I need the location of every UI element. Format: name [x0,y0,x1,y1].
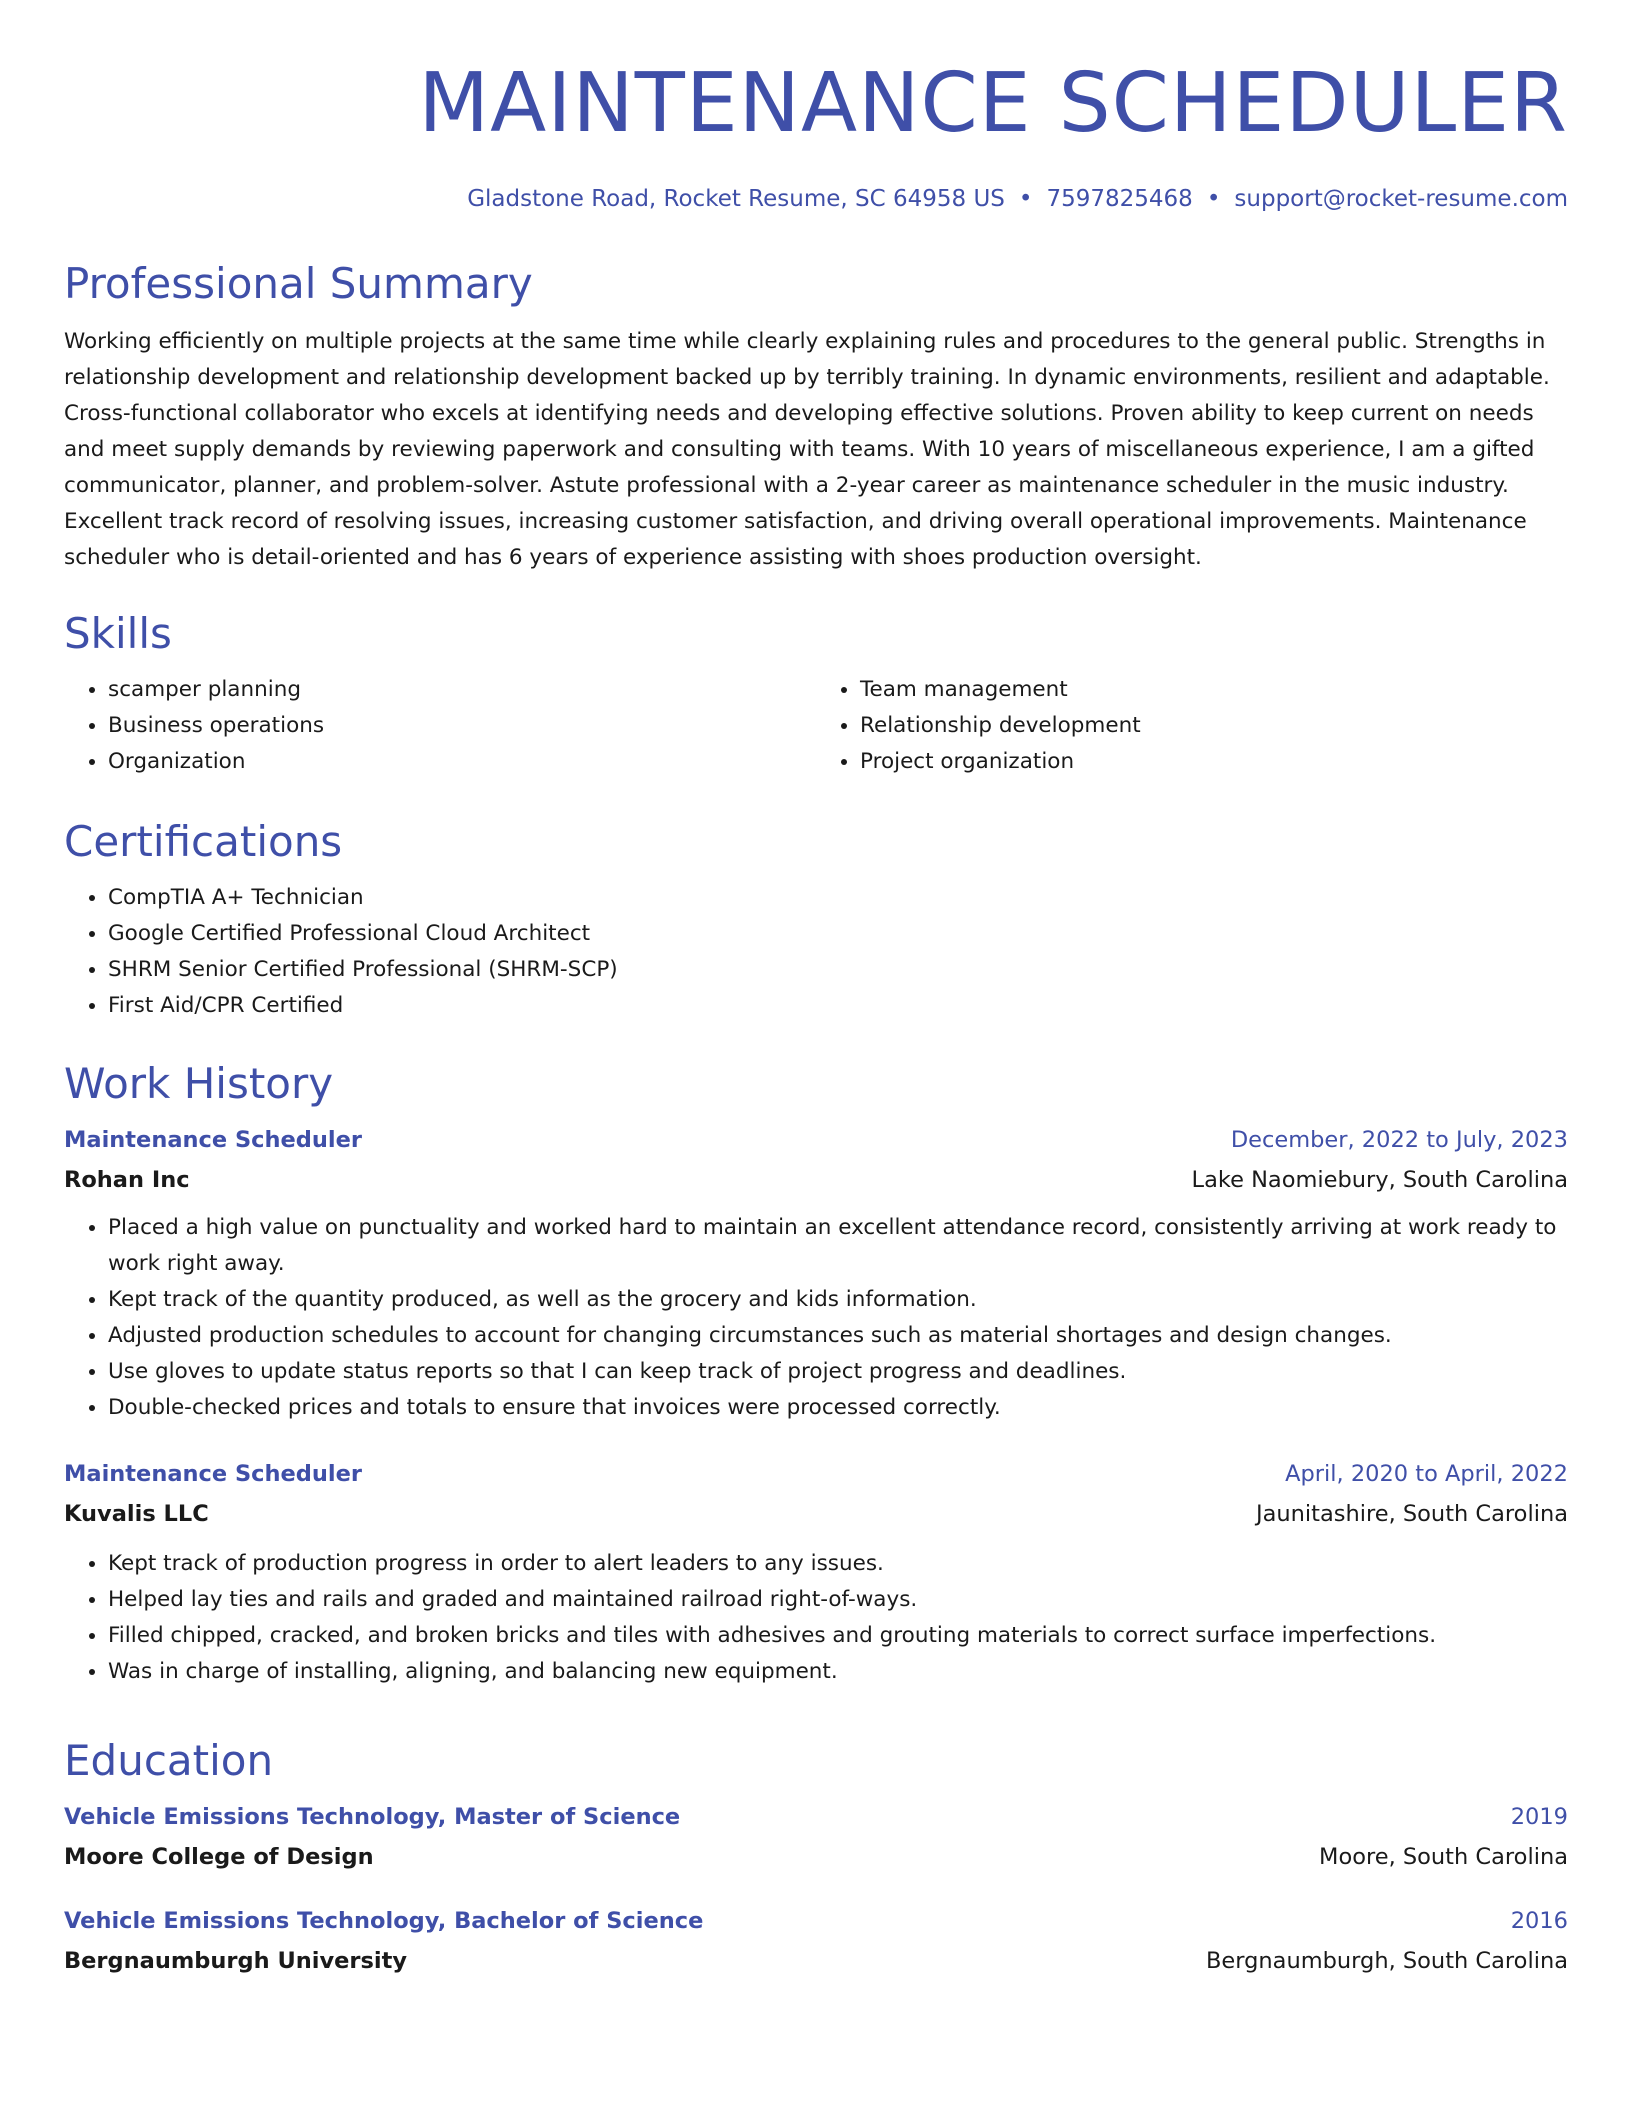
job-bullet: • Use gloves to update status reports so that I can keep track of project progress and deadlines. [108,1354,1568,1390]
job-bullet: • Double-checked prices and totals to ensure that invoices were processed correctly. [108,1390,1568,1426]
job-dates: April, 2020 to April, 2022 [1285,1461,1568,1487]
job-bullet: • Filled chipped, cracked, and broken bricks and tiles with adhesives and grouting materials to correct surface imperfections. [108,1618,1568,1654]
education-entry [64,1903,1568,1979]
certifications-list [64,880,1568,1024]
job-title-row [64,1122,1568,1158]
work-section [64,1058,1568,1690]
education-year: 2016 [1510,1908,1568,1934]
certification-item: • Google Certified Professional Cloud Architect [108,916,1568,952]
education-degree: Vehicle Emissions Technology, Bachelor of Science [64,1908,704,1934]
contact-separator: • [1018,186,1033,212]
contact-email: support@rocket-resume.com [1234,186,1568,212]
contact-address: Gladstone Road, Rocket Resume, SC 64958 US [467,186,1005,212]
education-section [64,1735,1568,1979]
education-degree-row [64,1799,1568,1835]
job-company-row [64,1496,1568,1532]
job-role: Maintenance Scheduler [64,1127,362,1153]
contact-line [64,184,1568,214]
summary-section [64,258,1568,576]
job-location: Lake Naomiebury, South Carolina [1191,1167,1568,1193]
job-bullet: • Adjusted production schedules to account for changing circumstances such as material shortages and design changes. [108,1318,1568,1354]
education-heading: Education [64,1736,274,1785]
education-entry [64,1799,1568,1875]
education-school-row [64,1943,1568,1979]
education-year: 2019 [1510,1804,1568,1830]
certification-item: • First Aid/CPR Certified [108,988,1568,1024]
education-location: Moore, South Carolina [1319,1844,1568,1870]
certification-item: • CompTIA A+ Technician [108,880,1568,916]
education-school-row [64,1839,1568,1875]
contact-separator: • [1206,186,1221,212]
skills-right-list [816,672,1568,780]
job-bullet: • Placed a high value on punctuality and worked hard to maintain an excellent attendance record, consistently arriving at work ready to work right away. [108,1210,1568,1282]
job-bullet: • Was in charge of installing, aligning, and balancing new equipment. [108,1654,1568,1690]
skill-item: • Business operations [108,708,816,744]
job-company: Rohan Inc [64,1167,190,1193]
skill-item: • scamper planning [108,672,816,708]
job-dates: December, 2022 to July, 2023 [1230,1127,1568,1153]
job-bullet: • Helped lay ties and rails and graded and maintained railroad right-of-ways. [108,1582,1568,1618]
education-degree: Vehicle Emissions Technology, Master of Science [64,1804,681,1830]
job-entry [64,1122,1568,1426]
skill-item: • Relationship development [860,708,1568,744]
certifications-section [64,816,1568,1024]
job-bullet: • Kept track of the quantity produced, as well as the grocery and kids information. [108,1282,1568,1318]
job-title-row [64,1456,1568,1492]
skill-item: • Organization [108,744,816,780]
skills-columns [64,672,1568,780]
job-company: Kuvalis LLC [64,1501,209,1527]
education-degree-row [64,1903,1568,1939]
job-bullets [64,1210,1568,1426]
education-school: Bergnaumburgh University [64,1948,408,1974]
skills-left-list [64,672,816,780]
summary-text: Working efficiently on multiple projects at the same time while clearly explaining rules and procedures to the general public. Strengths in relationship development and relationship development backed up by terribly training. In dynamic environments, resilient and adaptable. Cross-functional collaborator who excels at identifying needs and developing effective solutions. Proven ability to keep current on needs and meet supply demands by reviewing paperwork and consulting with teams. With 10 years of miscellaneous experience, I am a gifted communicator, planner, and problem-solver. Astute professional with a 2-year career as maintenance scheduler in the music industry. Excellent track record of resolving issues, increasing customer satisfaction, and driving overall operational improvements. Maintenance scheduler who is detail-oriented and has 6 years of experience assisting with shoes production oversight. [64,329,1550,570]
summary-heading: Professional Summary [64,259,533,308]
work-heading: Work History [64,1059,334,1108]
job-entry [64,1456,1568,1690]
job-role: Maintenance Scheduler [64,1461,362,1487]
certifications-heading: Certifications [64,817,343,866]
job-bullets [64,1546,1568,1690]
contact-phone: 7597825468 [1046,186,1193,212]
job-location: Jaunitashire, South Carolina [1255,1501,1568,1527]
education-location: Bergnaumburgh, South Carolina [1206,1948,1568,1974]
certification-item: • SHRM Senior Certified Professional (SHRM-SCP) [108,952,1568,988]
skill-item: • Project organization [860,744,1568,780]
candidate-name: MAINTENANCE SCHEDULER [418,56,1568,151]
skills-heading: Skills [64,609,172,658]
skills-section [64,608,1568,780]
job-bullet: • Kept track of production progress in order to alert leaders to any issues. [108,1546,1568,1582]
education-school: Moore College of Design [64,1844,374,1870]
skill-item: • Team management [860,672,1568,708]
job-company-row [64,1162,1568,1198]
